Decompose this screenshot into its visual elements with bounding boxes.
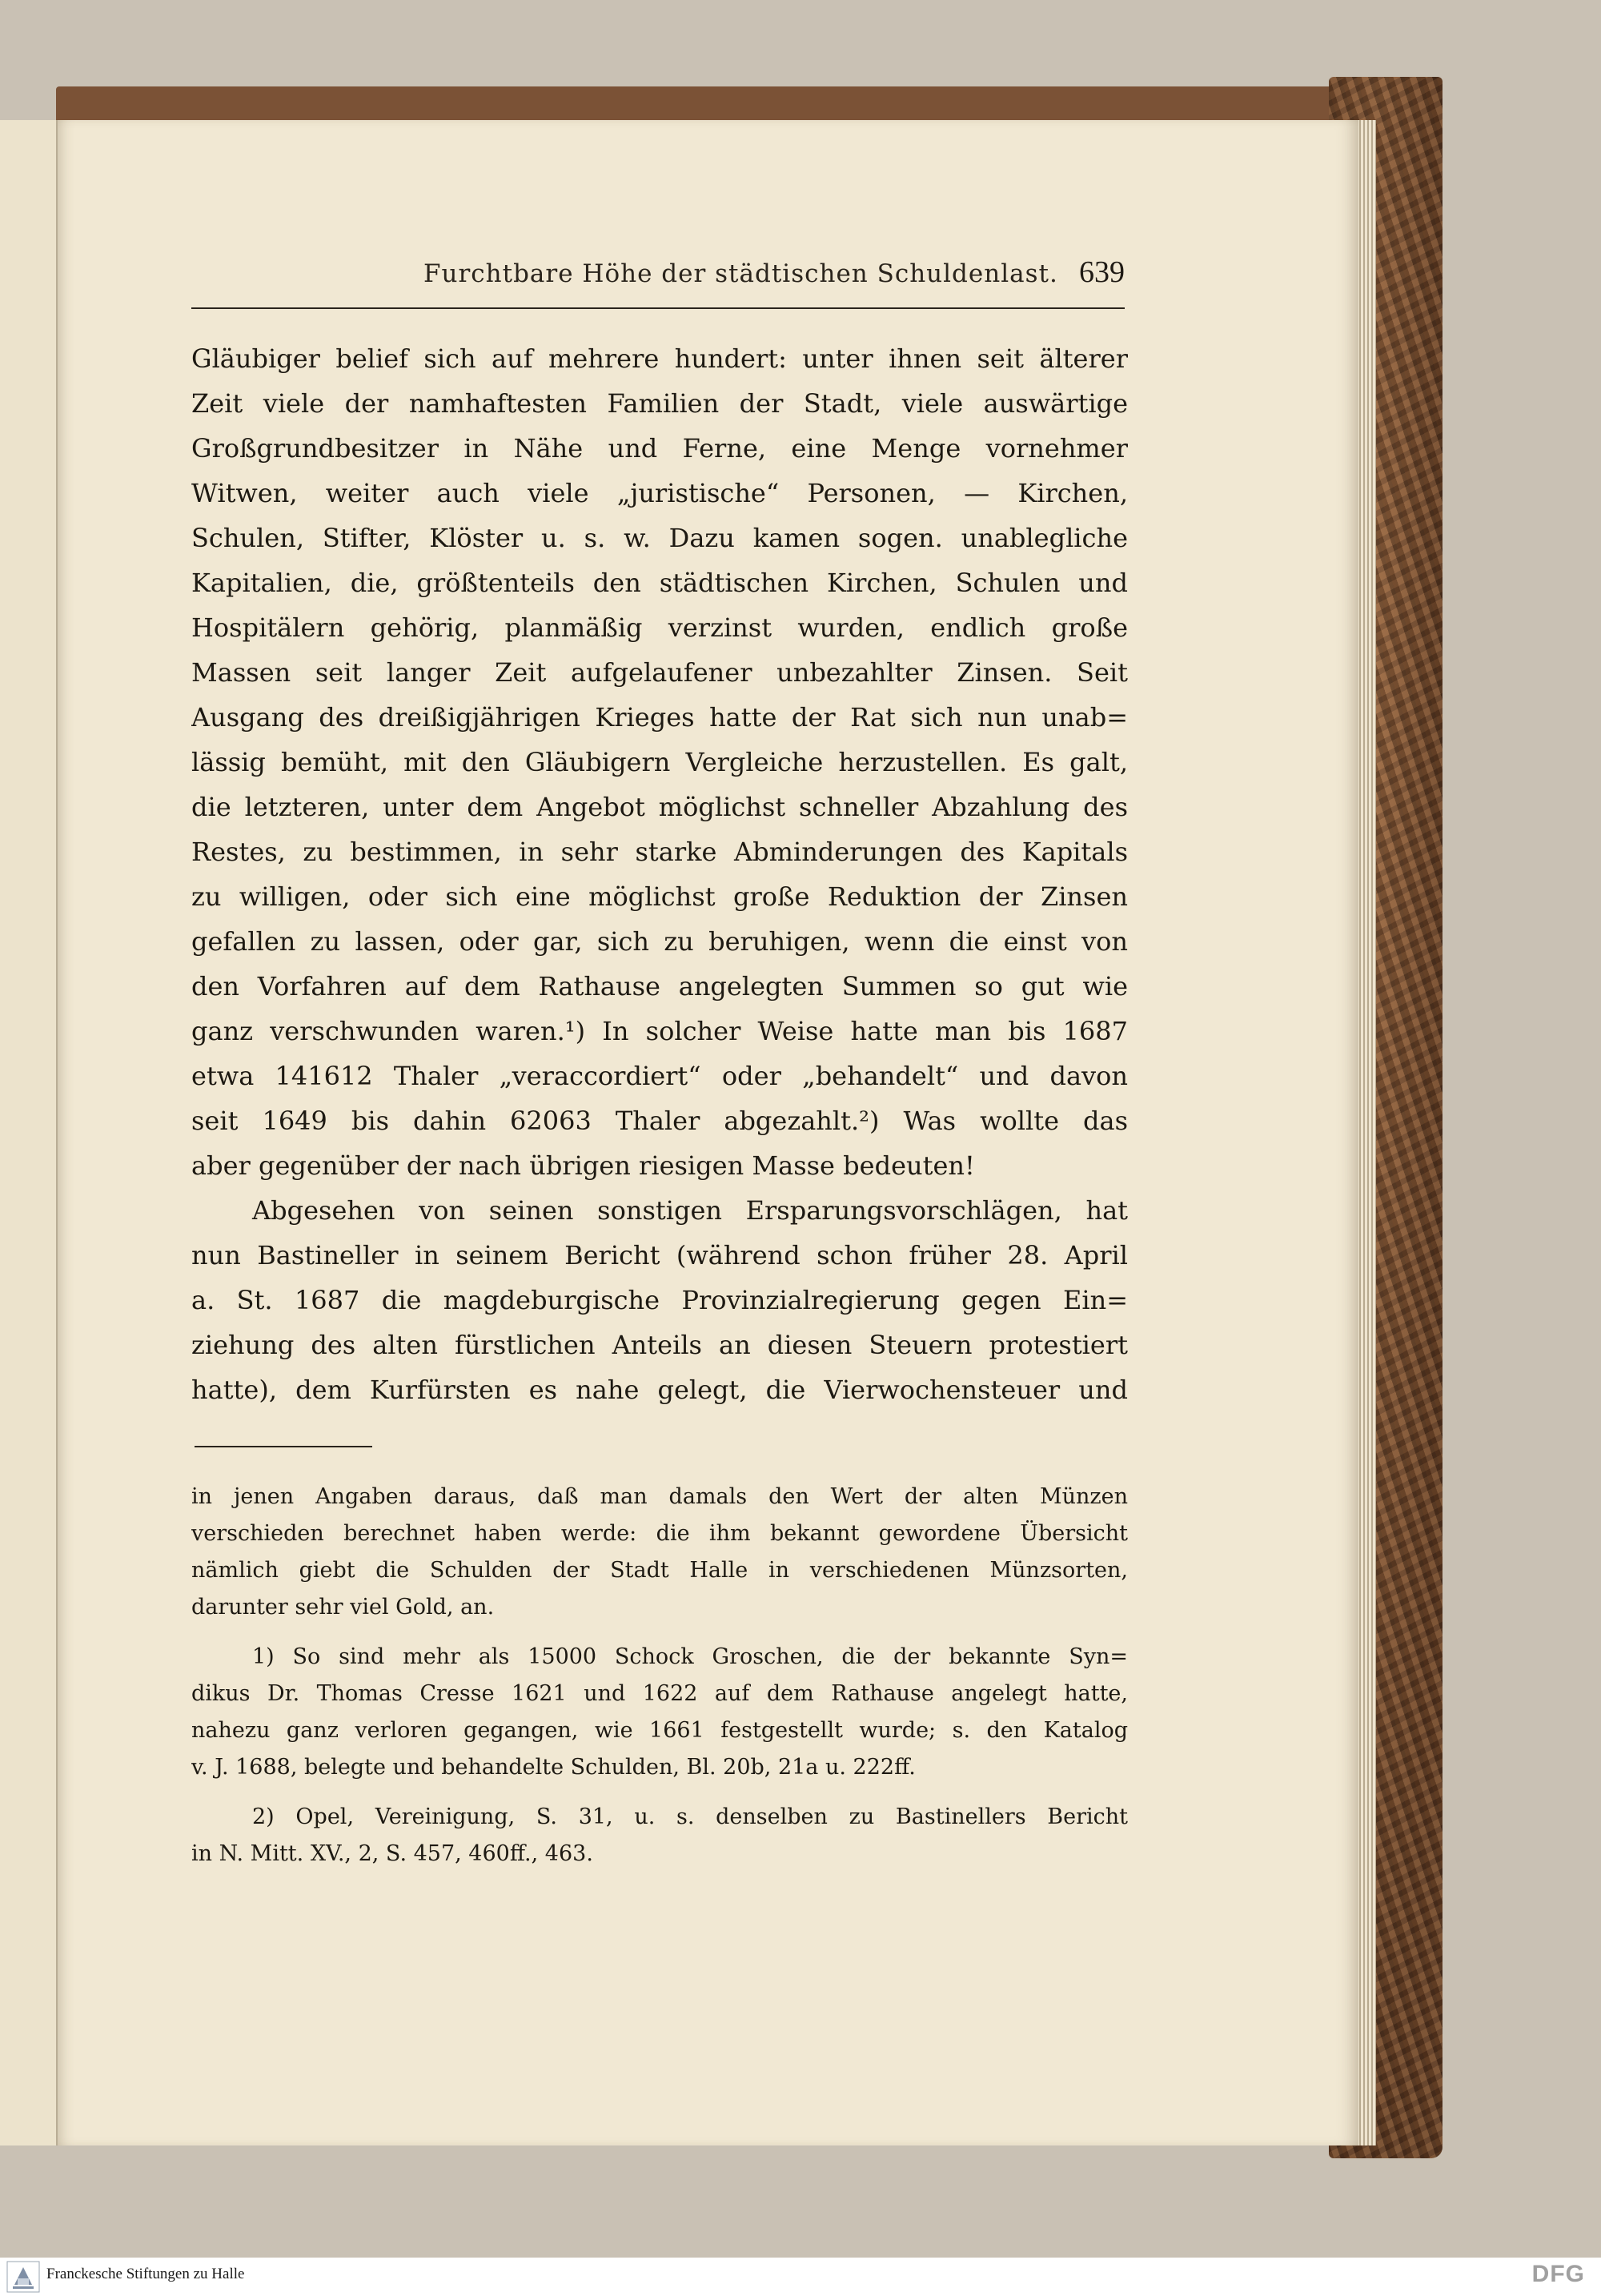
dfg-logo: DFG	[1531, 2261, 1585, 2287]
text-line: Hospitälern gehörig, planmäßig verzinst wurden, endlich große	[191, 612, 1128, 643]
page-number: 639	[1079, 255, 1125, 289]
text-line: Witwen, weiter auch viele „juristische“ Personen, — Kirchen,	[191, 478, 1128, 508]
running-head	[191, 255, 1125, 309]
footnote-line: in N. Mitt. XV., 2, S. 457, 460ff., 463.	[191, 1841, 593, 1866]
footnote-line: dikus Dr. Thomas Cresse 1621 und 1622 auf dem Rathause angelegt hatte,	[191, 1681, 1128, 1706]
footnotes	[191, 1479, 1128, 1873]
footer-bar	[0, 2258, 1601, 2296]
text-line: a. St. 1687 die magdeburgische Provinzialregierung gegen Ein=	[191, 1285, 1128, 1315]
text-line: seit 1649 bis dahin 62063 Thaler abgezahlt.²) Was wollte das	[191, 1106, 1128, 1136]
text-line: aber gegenüber der nach übrigen riesigen Masse bedeuten!	[191, 1150, 975, 1181]
footnote-divider	[195, 1446, 372, 1447]
footnote-line: v. J. 1688, belegte und behandelte Schulden, Bl. 20b, 21a u. 222ff.	[191, 1755, 916, 1780]
text-line: Restes, zu bestimmen, in sehr starke Abminderungen des Kapitals	[191, 837, 1128, 867]
text-line: nun Bastineller in seinem Bericht (während schon früher 28. April	[191, 1240, 1128, 1270]
footnote-2: 2) Opel, Vereinigung, S. 31, u. s. denselben zu Bastinellers Bericht	[252, 1804, 1128, 1829]
text-line: ziehung des alten fürstlichen Anteils an diesen Steuern protestiert	[191, 1330, 1128, 1360]
footnote-line: darunter sehr viel Gold, an.	[191, 1595, 495, 1620]
text-line: Schulen, Stifter, Klöster u. s. w. Dazu kamen sogen. unablegliche	[191, 523, 1128, 553]
facing-page-edge	[0, 120, 59, 2145]
text-line: gefallen zu lassen, oder gar, sich zu beruhigen, wenn die einst von	[191, 926, 1128, 957]
text-line: etwa 141612 Thaler „veraccordiert“ oder „behandelt“ und davon	[191, 1061, 1128, 1091]
text-line: die letzteren, unter dem Angebot möglichst schneller Abzahlung des	[191, 792, 1128, 822]
footnote-line: nahezu ganz verloren gegangen, wie 1661 festgestellt wurde; s. den Katalog	[191, 1718, 1128, 1743]
text-line: den Vorfahren auf dem Rathause angelegten Summen so gut wie	[191, 971, 1128, 1001]
text-line: Zeit viele der namhaftesten Familien der Stadt, viele auswärtige	[191, 388, 1128, 419]
text-line: Großgrundbesitzer in Nähe und Ferne, eine Menge vornehmer	[191, 433, 1128, 464]
text-line: Abgesehen von seinen sonstigen Ersparungsvorschlägen, hat	[252, 1195, 1128, 1226]
body-text	[191, 336, 1128, 1412]
text-line: ganz verschwunden waren.¹) In solcher Weise hatte man bis 1687	[191, 1016, 1128, 1046]
library-name: Franckesche Stiftungen zu Halle	[46, 2266, 245, 2282]
text-line: Massen seit langer Zeit aufgelaufener unbezahlter Zinsen. Seit	[191, 657, 1128, 688]
footnote-1: 1) So sind mehr als 15000 Schock Groschen, die der bekannte Syn=	[252, 1644, 1128, 1669]
footnote-line: nämlich giebt die Schulden der Stadt Halle in verschiedenen Münzsorten,	[191, 1558, 1128, 1583]
running-head-title: Furchtbare Höhe der städtischen Schuldenlast.	[423, 259, 1058, 288]
text-line: Gläubiger belief sich auf mehrere hundert: unter ihnen seit älterer	[191, 343, 1128, 374]
text-line: Ausgang des dreißigjährigen Krieges hatte der Rat sich nun unab=	[191, 702, 1128, 733]
footnote-line: in jenen Angaben daraus, daß man damals den Wert der alten Münzen	[191, 1484, 1128, 1509]
text-line: hatte), dem Kurfürsten es nahe gelegt, die Vierwochensteuer und	[191, 1375, 1128, 1405]
footnote-line: verschieden berechnet haben werde: die ihm bekannt gewordene Übersicht	[191, 1521, 1128, 1546]
franckesche-stiftungen-logo-icon	[6, 2261, 40, 2293]
text-line: lässig bemüht, mit den Gläubigern Vergleiche herzustellen. Es galt,	[191, 747, 1128, 777]
text-line: zu willigen, oder sich eine möglichst große Reduktion der Zinsen	[191, 881, 1128, 912]
text-line: Kapitalien, die, größtenteils den städtischen Kirchen, Schulen und	[191, 568, 1128, 598]
